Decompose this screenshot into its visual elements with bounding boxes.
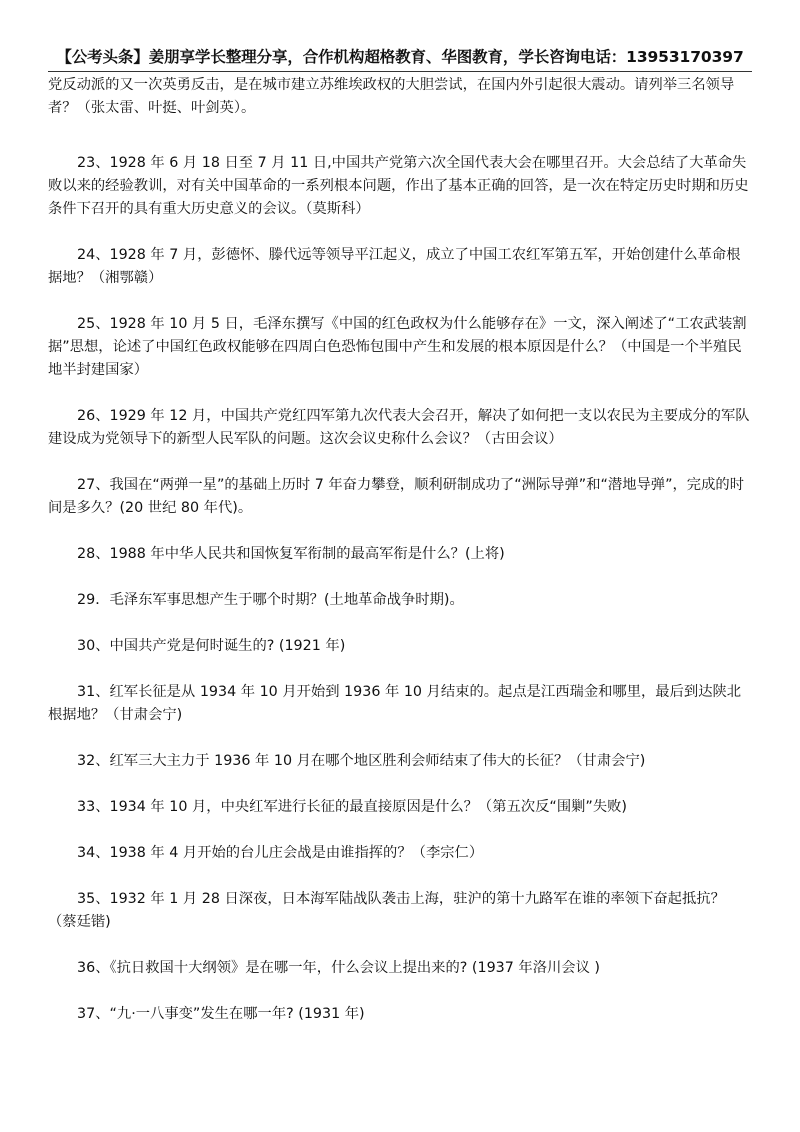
question-24: 24、1928 年 7 月，彭德怀、滕代远等领导平江起义，成立了中国工农红军第五军，开始创建什么革命根据地？（湘鄂赣） (48, 247, 741, 286)
question-30: 30、中国共产党是何时诞生的? (1921 年) (77, 638, 346, 654)
question-29: 29．毛泽东军事思想产生于哪个时期？(土地革命战争时期)。 (77, 592, 464, 608)
question-35: 35、1932 年 1 月 28 日深夜，日本海军陆战队袭击上海，驻沪的第十九路军在谁的率领下奋起抵抗？（蔡廷锴) (48, 891, 725, 930)
question-25: 25、1928 年 10 月 5 日，毛泽东撰写《中国的红色政权为什么能够存在》一文，深入阐述了“工农武装割据”思想，论述了中国红色政权能够在四周白色恐怖包围中产生和发展的根本原因是什么？（中国是一个半殖民地半封建国家） (48, 316, 747, 378)
question-36: 36、《抗日救国十大纲领》是在哪一年，什么会议上提出来的? (1937 年洛川会议 ) (77, 960, 601, 976)
question-32: 32、红军三大主力于 1936 年 10 月在哪个地区胜利会师结束了伟大的长征？（甘肃会宁) (77, 753, 646, 769)
question-26: 26、1929 年 12 月，中国共产党红四军第九次代表大会召开，解决了如何把一支以农民为主要成分的军队建设成为党领导下的新型人民军队的问题。这次会议史称什么会议？（古田会议） (48, 408, 750, 447)
paragraph-continuation: 党反动派的又一次英勇反击，是在城市建立苏维埃政权的大胆尝试，在国内外引起很大震动。请列举三名领导者？（张太雷、叶挺、叶剑英）。 (48, 77, 735, 116)
question-37: 37、“九·一八事变”发生在哪一年? (1931 年) (77, 1006, 365, 1022)
question-33: 33、1934 年 10 月，中央红军进行长征的最直接原因是什么？（第五次反“围剿”失败) (77, 799, 627, 815)
document-body (48, 74, 752, 1026)
question-27: 27、我国在“两弹一星”的基础上历时 7 年奋力攀登，顺利研制成功了“洲际导弹”和“潜地导弹”，完成的时间是多久？(20 世纪 80 年代)。 (48, 477, 744, 516)
question-28: 28、1988 年中华人民共和国恢复军衔制的最高军衔是什么？(上将) (77, 546, 505, 562)
question-23: 23、1928 年 6 月 18 日至 7 月 11 日,中国共产党第六次全国代表大会在哪里召开。大会总结了大革命失败以来的经验教训，对有关中国革命的一系列根本问题，作出了基本正确的回答，是一次在特定历史时期和历史条件下召开的具有重大历史意义的会议。（莫斯科） (48, 155, 749, 217)
question-34: 34、1938 年 4 月开始的台儿庄会战是由谁指挥的？（李宗仁） (77, 845, 484, 861)
page-header: 【公考头条】姜朋享学长整理分享，合作机构超格教育、华图教育，学长咨询电话：13953170397 (48, 44, 752, 72)
question-31: 31、红军长征是从 1934 年 10 月开始到 1936 年 10 月结束的。起点是江西瑞金和哪里，最后到达陕北根据地？（甘肃会宁) (48, 684, 742, 723)
